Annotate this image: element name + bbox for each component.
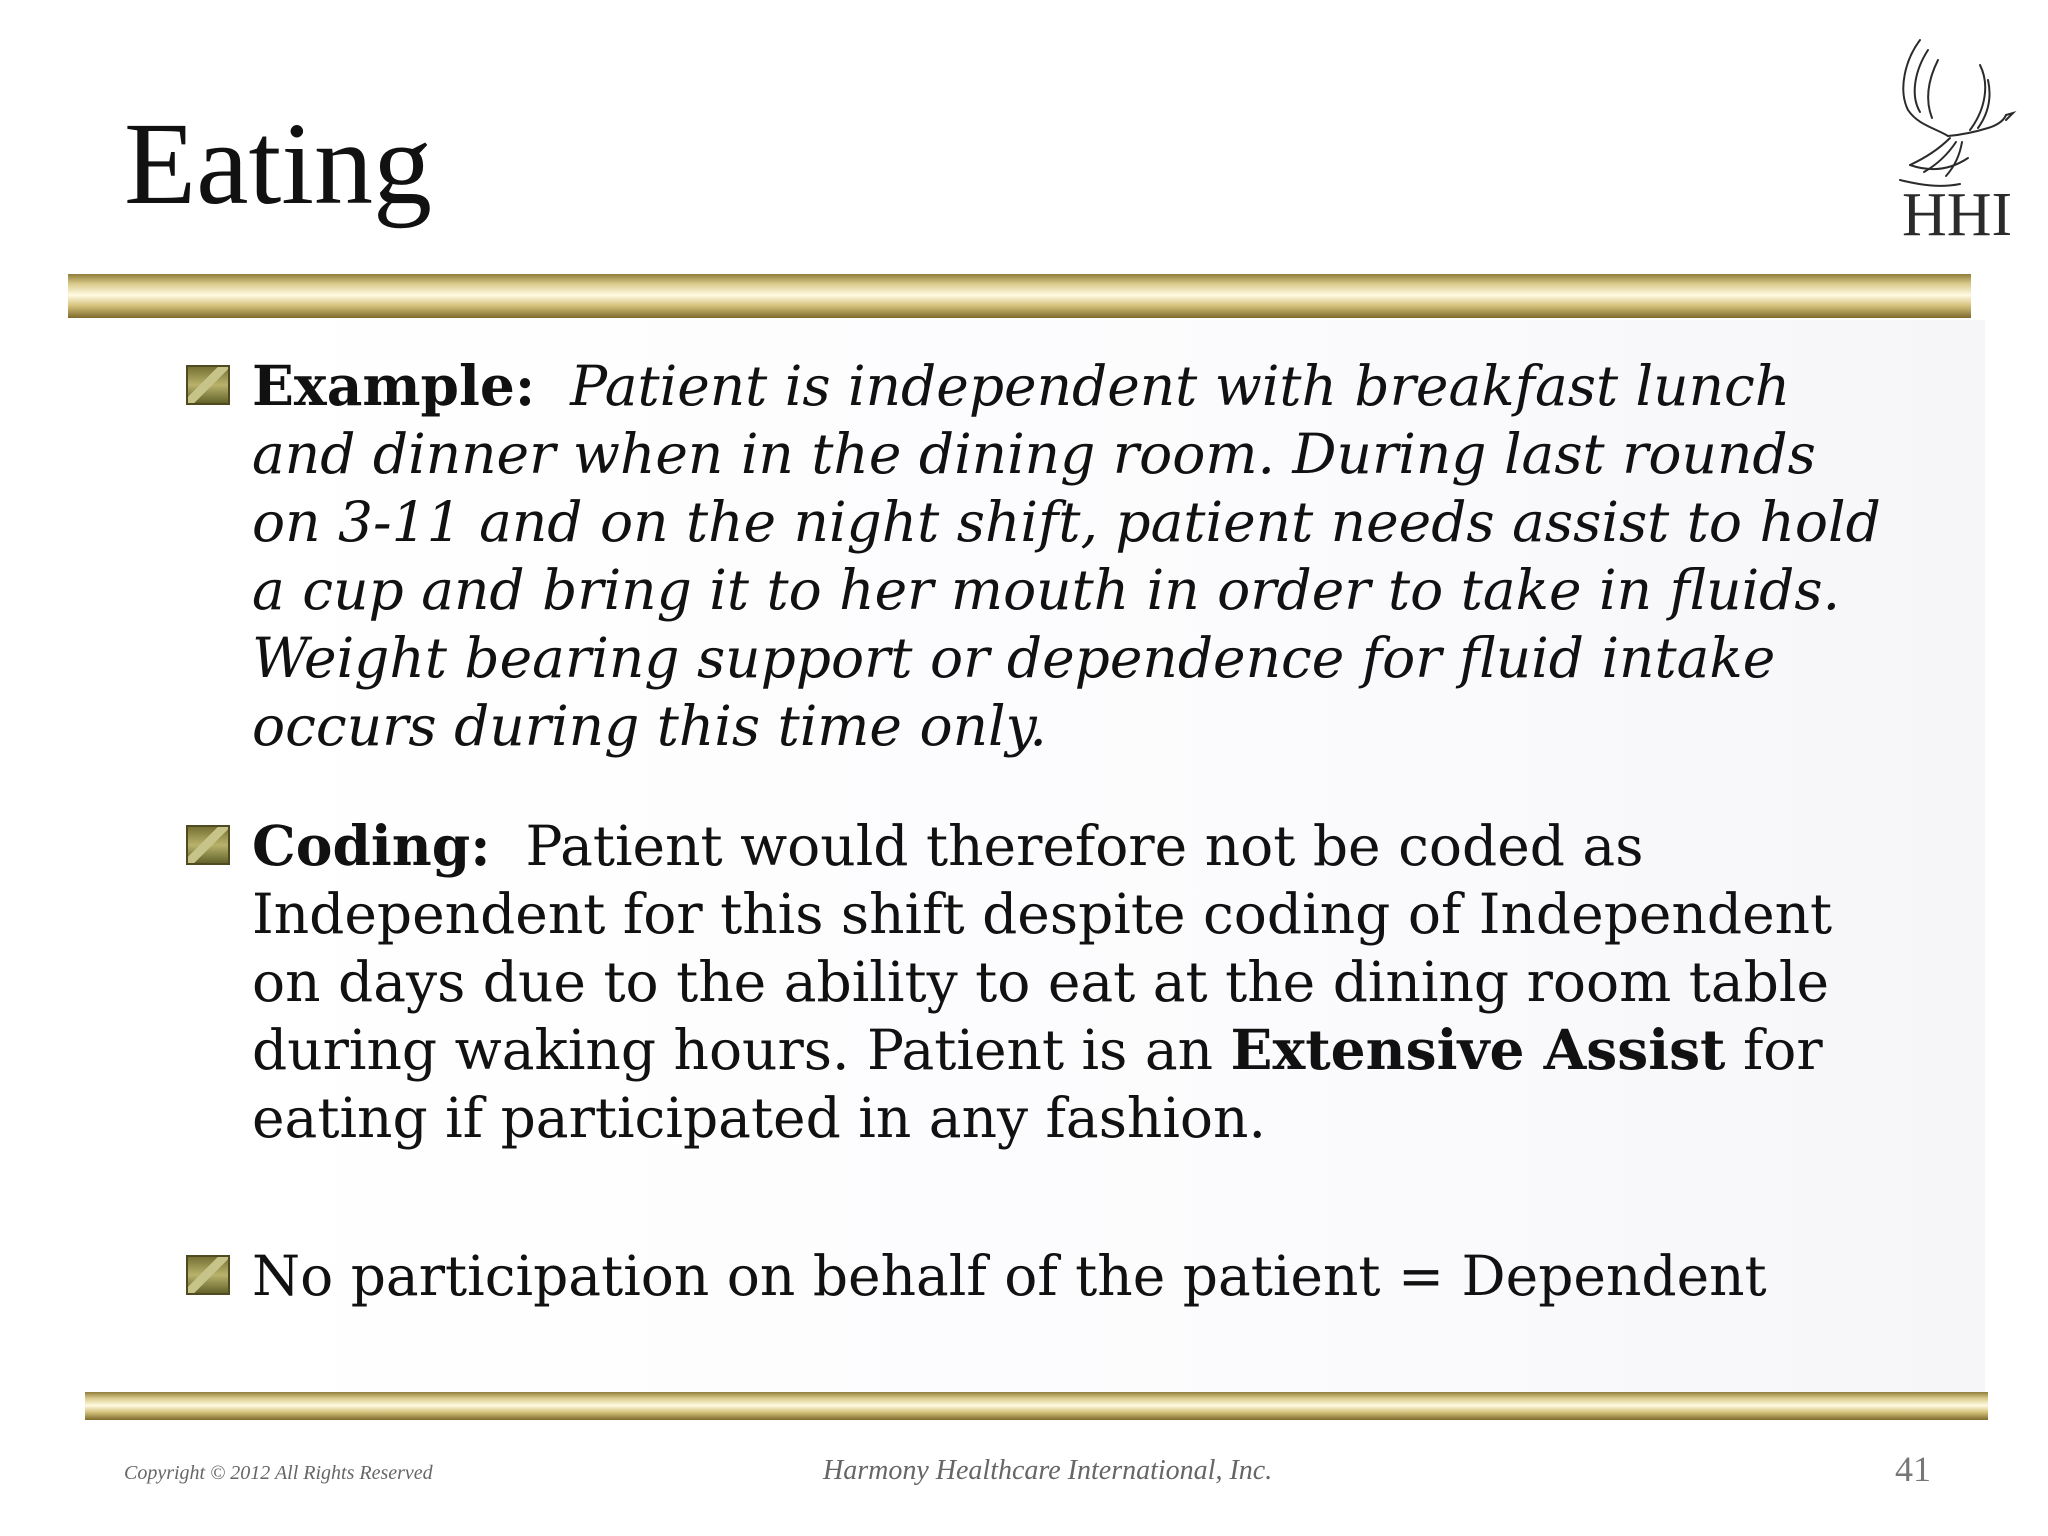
- coding-label: Coding:: [252, 813, 491, 878]
- bullet-coding: [186, 812, 1886, 1152]
- logo-text: HHI: [1902, 181, 2013, 249]
- coding-emphasis: Extensive Assist: [1230, 1017, 1726, 1082]
- bullet-square-icon: [186, 365, 230, 405]
- footer-company: Harmony Healthcare International, Inc.: [823, 1455, 1273, 1486]
- bullet-no-participation: [186, 1242, 1767, 1310]
- example-text: Patient is independent with breakfast lunch and dinner when in the dining room. During last rounds on 3-11 and on the night shift, patient needs assist to hold a cup and bring it to her mouth in order to take in fluids. Weight bearing support or dependence for fluid intake occurs during this time only.: [252, 354, 1881, 758]
- title-divider-bar: [68, 274, 1971, 318]
- slide-title: Eating: [124, 98, 433, 229]
- bullet-square-icon: [186, 825, 230, 865]
- coding-text-after: for eating if participated in any fashion.: [252, 1018, 1823, 1150]
- no-participation-text: No participation on behalf of the patient = Dependent: [252, 1244, 1767, 1308]
- coding-text-before: Patient would therefore not be coded as Independent for this shift despite coding of Independent on days due to the ability to eat at the dining room table during waking hours. Patient is an: [252, 814, 1833, 1082]
- hhi-dove-logo: [1880, 30, 2025, 250]
- footer-copyright: Copyright © 2012 All Rights Reserved: [124, 1462, 433, 1484]
- page-number: 41: [1895, 1449, 1931, 1489]
- bullet-example: [186, 352, 1886, 760]
- bullet-square-icon: [186, 1255, 230, 1295]
- footer-divider-bar: [85, 1392, 1988, 1420]
- example-label: Example:: [252, 353, 536, 418]
